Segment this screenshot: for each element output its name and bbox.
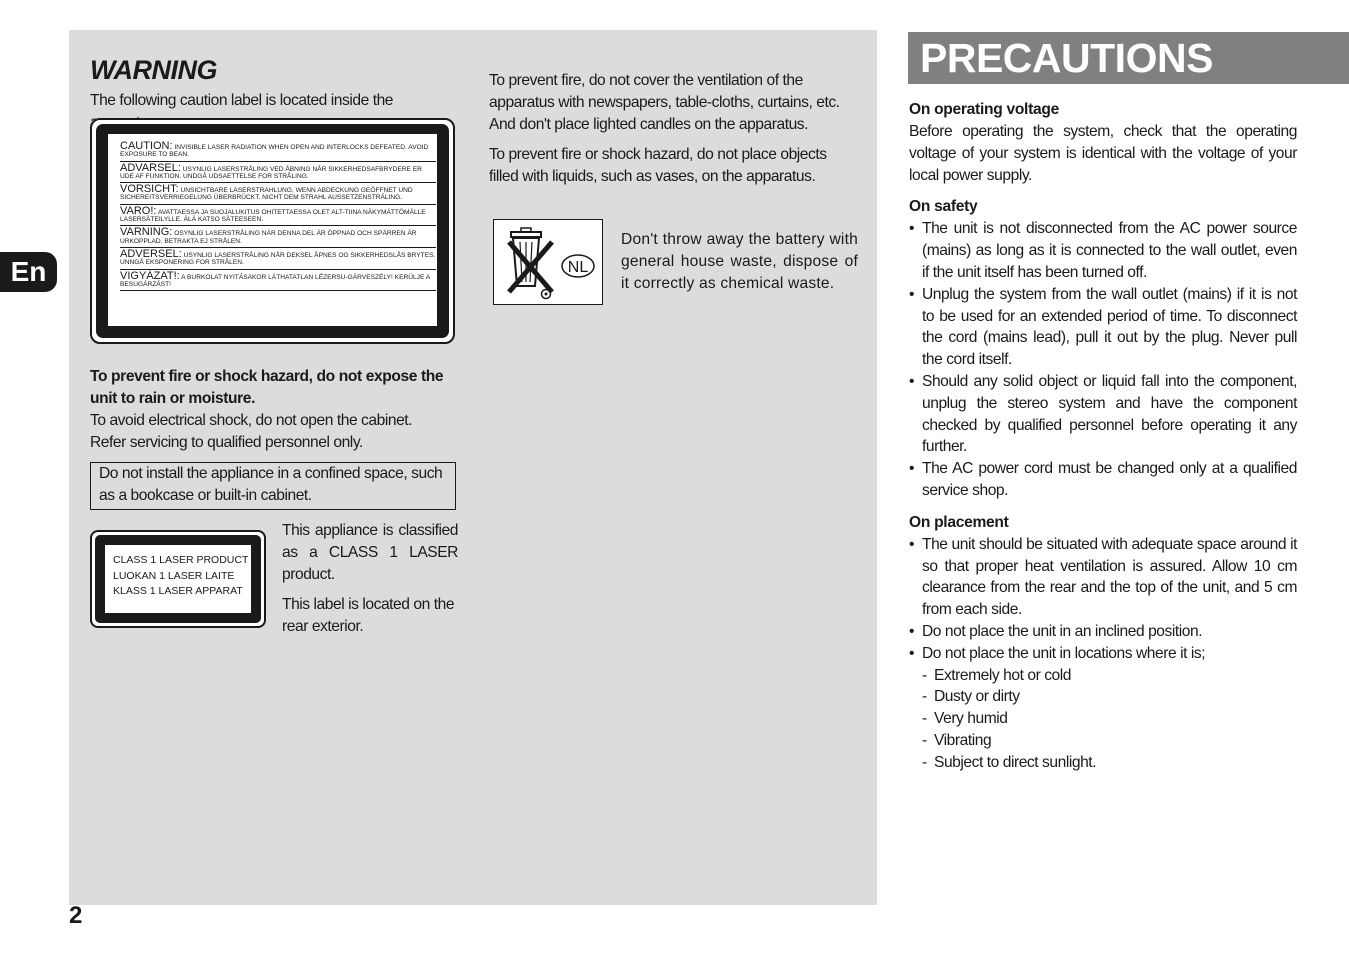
voltage-section <box>909 99 1297 186</box>
list-item: • The AC power cord must be changed only at a qualified service shop. <box>909 460 1297 499</box>
list-item: - Very humid <box>922 710 1008 728</box>
safety-section <box>909 196 1297 501</box>
list-item: • The unit should be situated with adequate space around it so that proper heat ventilation is assured. Allow 10 cm clearance from the rear and the top of the unit, and 5 cm from each side. <box>909 535 1297 619</box>
list-item: • Do not place the unit in locations where it is; <box>909 644 1206 662</box>
laser-label-line: LUOKAN 1 LASER LAITE <box>113 569 235 582</box>
caution-label <box>90 118 455 344</box>
list-item: • Do not place the unit in an inclined position. <box>909 622 1203 640</box>
laser-label-line: KLASS 1 LASER APPARAT <box>113 585 243 598</box>
battery-disposal-text: Don't throw away the battery with general house waste, dispose of it correctly as chemical waste. <box>621 231 858 292</box>
list-item: - Dusty or dirty <box>922 688 1020 706</box>
list-item: • Unplug the system from the wall outlet (mains) if it is not to be used for an extended period of time. To disconnect the cord (mains lead), pull it out by the plug. Never pull the cord itself. <box>909 285 1297 369</box>
list-item: • The unit is not disconnected from the AC power source (mains) as long as it is connected to the wall outlet, even if the unit itself has been turned off. <box>909 220 1297 281</box>
precautions-title: PRECAUTIONS <box>908 32 1349 84</box>
page-number: 2 <box>69 902 83 929</box>
safety-list <box>909 218 1297 501</box>
caution-line: ADVERSEL: USYNLIG LASERSTRÅLING NÅR DEKSEL ÅPNES OG SIKKERHEDSLÅS BRYTES. UNNGÅ EKSPONERING FOR STRÅLEN. <box>120 248 436 270</box>
placement-list <box>909 534 1297 665</box>
safety-heading: On safety <box>909 198 978 216</box>
class1-laser-label <box>90 530 266 628</box>
placement-sub-list <box>909 665 1297 774</box>
list-item: • Should any solid object or liquid fall into the component, unplug the stereo system and have the component checked by qualified personnel before operating it any further. <box>909 372 1297 456</box>
voltage-heading: On operating voltage <box>909 101 1059 118</box>
nl-label: NL <box>567 259 589 276</box>
caution-line: ADVARSEL: USYNLIG LASERSTRÅLING VED ÅBNING NÅR SIKKERHEDSAFBRYDERE ER UDE AF FUNKTION. UNDGÅ UDSAETTELSE FOR STRÅLING. <box>120 162 436 184</box>
laser-class-text: This appliance is classified as a CLASS 1 LASER product. <box>282 522 458 583</box>
list-item: - Subject to direct sunlight. <box>922 753 1097 771</box>
battery-disposal-icon <box>493 219 603 305</box>
caution-line: VARO!: AVATTAESSA JA SUOJALUKITUS OHITETTAESSA OLET ALT-TIINA NÄKYMÄTTÖMÄLLE LASERSÄTEILYLLE. ÄLÄ KATSO SÄTEESEEN. <box>120 205 436 227</box>
voltage-text: Before operating the system, check that the operating voltage of your system is identical with the voltage of your local power supply. <box>909 123 1297 184</box>
warning-column <box>90 50 458 636</box>
placement-section <box>909 512 1297 774</box>
language-tab: En <box>0 252 57 292</box>
install-notice-box: Do not install the appliance in a confined space, such as a bookcase or built-in cabinet. <box>90 462 456 510</box>
laser-location-text: This label is located on the rear exterior. <box>282 596 455 636</box>
liquid-text: To prevent fire or shock hazard, do not place objects filled with liquids, such as vases, on the apparatus. <box>489 146 827 186</box>
laser-label-line: CLASS 1 LASER PRODUCT <box>113 554 249 566</box>
caution-line: VORSICHT: UNSICHTBARE LASERSTRAHLUNG, WENN ABDECKUNG GEÖFFNET UND SICHEREITSVERRIEGELUNG ÜBERBRÜCKT. NICHT DEM STRAHL AUSSETZENSTRÄLING. <box>120 183 436 205</box>
precautions-column <box>909 99 1297 784</box>
shock-warning: To avoid electrical shock, do not open the cabinet. Refer servicing to qualified personnel only. <box>90 412 413 451</box>
list-item: - Vibrating <box>922 731 992 749</box>
hazard-heading: To prevent fire or shock hazard, do not expose the unit to rain or moisture. <box>90 368 444 407</box>
list-item: - Extremely hot or cold <box>922 666 1072 684</box>
laser-description <box>282 520 458 647</box>
crossed-bin-icon <box>494 220 601 303</box>
ventilation-text: To prevent fire, do not cover the ventilation of the apparatus with newspapers, table-cloths, curtains, etc. And don't place lighted candles on the apparatus. <box>489 72 840 133</box>
caution-line: VARNING: OSYNLIG LASERSTRÅLING NÄR DENNA DEL ÄR ÖPPNAD OCH SPÄRREN ÄR URKOPPLAD. BETRAKTA EJ STRÅLEN. <box>120 226 436 248</box>
warning-title: WARNING <box>90 55 217 85</box>
caution-line: CAUTION: INVISIBLE LASER RADIATION WHEN OPEN AND INTERLOCKS DEFEATED. AVOID EXPOSURE TO BEAN. <box>120 140 436 162</box>
caution-line: VIGYÁZAT!: A BURKOLAT NYITÁSAKOR LÁTHATATLAN LÉZERSU-GÁRVESZÉLY! KERÜLJE A BESUGÁRZÁST! <box>120 270 436 292</box>
fire-warning-column <box>489 70 858 197</box>
placement-heading: On placement <box>909 513 1009 531</box>
caution-label-lines <box>120 140 436 291</box>
caution-label-intro: The following caution label is located inside the <box>90 92 394 109</box>
